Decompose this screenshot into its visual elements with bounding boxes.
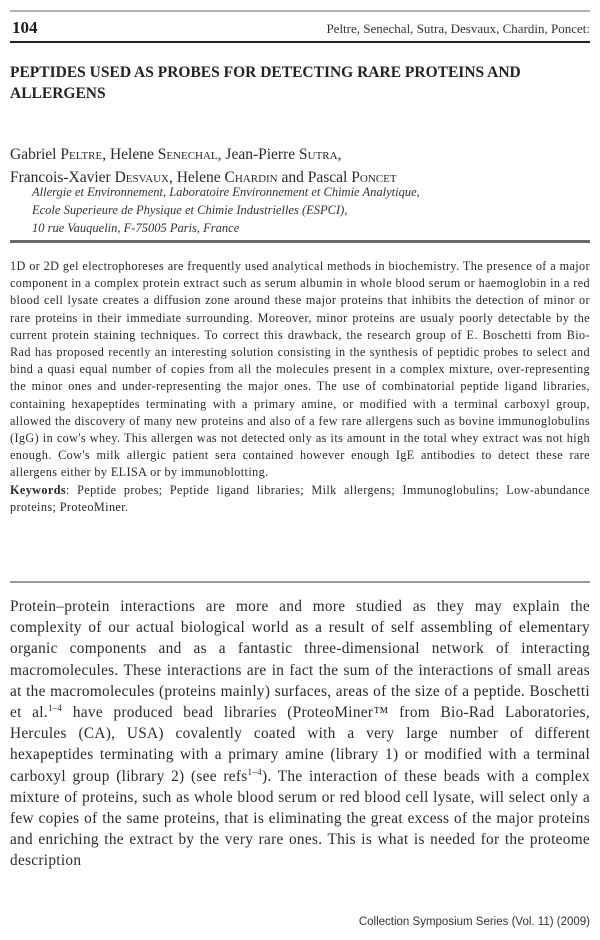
citation: 1–4	[47, 703, 63, 714]
abstract-top-rule	[10, 240, 590, 243]
running-head-authors: Peltre, Senechal, Sutra, Desvaux, Chardin, Poncet:	[326, 21, 590, 36]
affiliation	[32, 183, 592, 237]
abstract-text: 1D or 2D gel electrophoreses are frequently used analytical methods in biochemistry. The presence of a major component in a complex protein extract such as serum albumin in whole blood serum or haemoglobin in a red blood cell lysate creates a diffusion zone around these major proteins that inhibits the detection of minor or rare proteins in their immediate surrounding. Moreover, minor proteins are usualy poorly detectable by the current protein staining techniques. To correct this drawback, the research group of E. Boschetti from Bio-Rad has proposed recently an interesting solution consisting in the synthesis of peptidic probes to select and bind a quasi equal number of copies from all the molecules present in a complex mixture, over-representing the minor ones and under-representing the major ones. The use of combinatorial peptide ligand libraries, containing hexapeptides terminating with a primary amine, or modified with a terminal carboxyl group, allowed the discovery of many new proteins and also of a few rare allergens such as bovine immunoglobulins (IgG) in cow's whey. This allergen was not detected only as its amount in the total whey extract was not high enough. Cow's milk allergic patient sera contained however enough IgE antibodies to detect these rare allergens either by ELISA or by immunoblotting.	[10, 259, 590, 480]
body-text	[10, 596, 590, 872]
abstract	[10, 258, 590, 516]
footer-series: Collection Symposium Series (Vol. 11) (2009)	[358, 916, 590, 928]
author: Pascal Poncet	[307, 169, 397, 186]
body-paragraph: Protein–protein interactions are more and more studied as they may explain the complexity of our actual biological world as a result of self assembling of elementary organic components and as a fantastic three-dimensional network of interacting macromolecules. These interactions are in fact the sum of the interactions of small areas at the macromolecules (proteins mainly) surfaces, areas of the size of a peptide. Boschetti et al.$^{1-4}$ have produced bead libraries (ProteoMiner™ from Bio-Rad Laboratories, Hercules (CA), USA) covalently coated with a very large number of different hexapeptides terminating with a primary amine (library 1) or modified with a terminal carboxyl group (library 2) (see refs$^{1-4}$). The interaction of these beads with a complex mixture of proteins, such as whole blood serum or red blood cell lysate, will select only a few copies of the same proteins, that is eliminating the great excess of the major proteins and enriching the extract by the very rare ones. This is what is needed for the proteome description	[10, 598, 591, 870]
affiliation-line: Allergie et Environnement, Laboratoire Environnement et Chimie Analytique,	[32, 185, 420, 199]
keywords-list: : Peptide probes; Peptide ligand libraries; Milk allergens; Immunoglobulins; Low-abundance proteins; ProteoMiner.	[10, 482, 590, 514]
author: Jean-Pierre Sutra,	[225, 146, 342, 163]
running-head	[10, 16, 590, 40]
page-number: 104	[12, 18, 38, 37]
article-title: PEPTIDES USED AS PROBES FOR DETECTING RARE PROTEINS AND ALLERGENS	[10, 64, 521, 102]
top-rule	[10, 10, 590, 12]
author: Helene Chardin and	[176, 169, 308, 186]
affiliation-line: Ecole Superieure de Physique et Chimie Industrielles (ESPCI),	[32, 203, 348, 217]
citation: 1–4	[247, 766, 262, 777]
keywords	[10, 482, 590, 516]
header-rule	[10, 41, 590, 43]
abstract-bottom-rule	[10, 581, 590, 583]
keywords-label: Keywords	[10, 482, 67, 497]
author: Gabriel Peltre,	[10, 146, 110, 163]
author: Francois-Xavier Desvaux,	[10, 169, 177, 186]
author: Helene Senechal,	[109, 146, 226, 163]
affiliation-line: 10 rue Vauquelin, F-75005 Paris, France	[32, 221, 240, 235]
